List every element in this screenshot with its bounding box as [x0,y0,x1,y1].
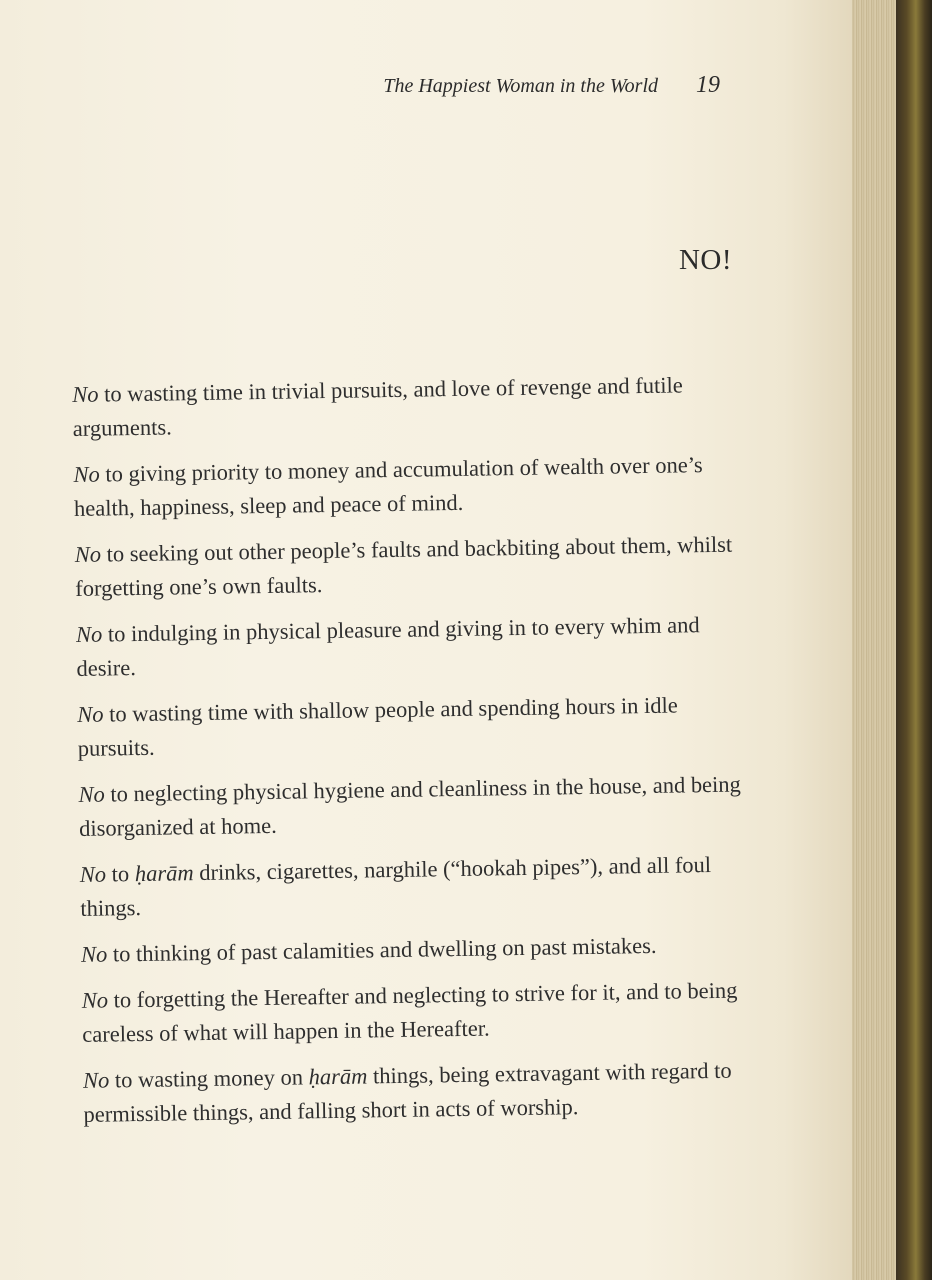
body-text [72,367,756,1143]
running-head [300,72,720,99]
no-word: No [80,941,108,967]
no-word: No [81,987,109,1013]
paragraph-text: to wasting time with shallow people and spending hours in idle pursuits. [77,692,678,761]
page-edges [852,0,896,1280]
book-cover-edge [896,0,932,1280]
paragraph-pre-text: to wasting money on [109,1064,309,1093]
paragraph-text: to indulging in physical pleasure and giving in to every whim and desire. [76,612,700,681]
no-word: No [82,1067,110,1093]
haram-term: ḥarām [134,860,194,887]
chapter-title: NO! [678,244,732,276]
paragraph [82,973,755,1052]
no-word: No [74,541,102,567]
paragraph-text: to forgetting the Hereafter and neglecting to strive for it, and to being careless of what will happen in the Hereafter. [82,977,738,1047]
no-word: No [79,861,107,887]
paragraph-text: to wasting time in trivial pursuits, and love of revenge and futile arguments. [72,372,683,441]
running-head-title: The Happiest Woman in the World [383,75,658,97]
paragraph [80,847,753,926]
paragraph-text: things, being extravagant with regard to permissible things, and falling short in acts of worship. [83,1057,732,1127]
paragraph-pre-text: to [105,861,136,887]
no-word: No [77,701,104,727]
paragraph [72,367,745,446]
no-word: No [78,781,106,807]
paragraph [76,607,749,686]
paragraph [81,927,753,972]
no-word: No [73,461,100,487]
paragraph [77,687,750,766]
paragraph [78,767,751,846]
page-number: 19 [696,72,720,98]
paragraph-text: drinks, cigarettes, narghile (“hookah pipes”), and all foul things. [80,852,712,921]
no-word: No [72,381,99,407]
paragraph [75,527,748,606]
paragraph-text: to seeking out other people’s faults and backbiting about them, whilst forgetting one’s own faults. [75,531,733,601]
haram-term: ḥarām [308,1063,368,1090]
paragraph-text: to giving priority to money and accumulation of wealth over one’s health, happiness, sleep and peace of mind. [73,452,703,521]
no-word: No [75,621,103,647]
paragraph [73,447,746,526]
paragraph-text: to thinking of past calamities and dwelling on past mistakes. [107,932,657,967]
paragraph [83,1053,756,1132]
paragraph-text: to neglecting physical hygiene and cleanliness in the house, and being disorganized at home. [78,771,742,841]
